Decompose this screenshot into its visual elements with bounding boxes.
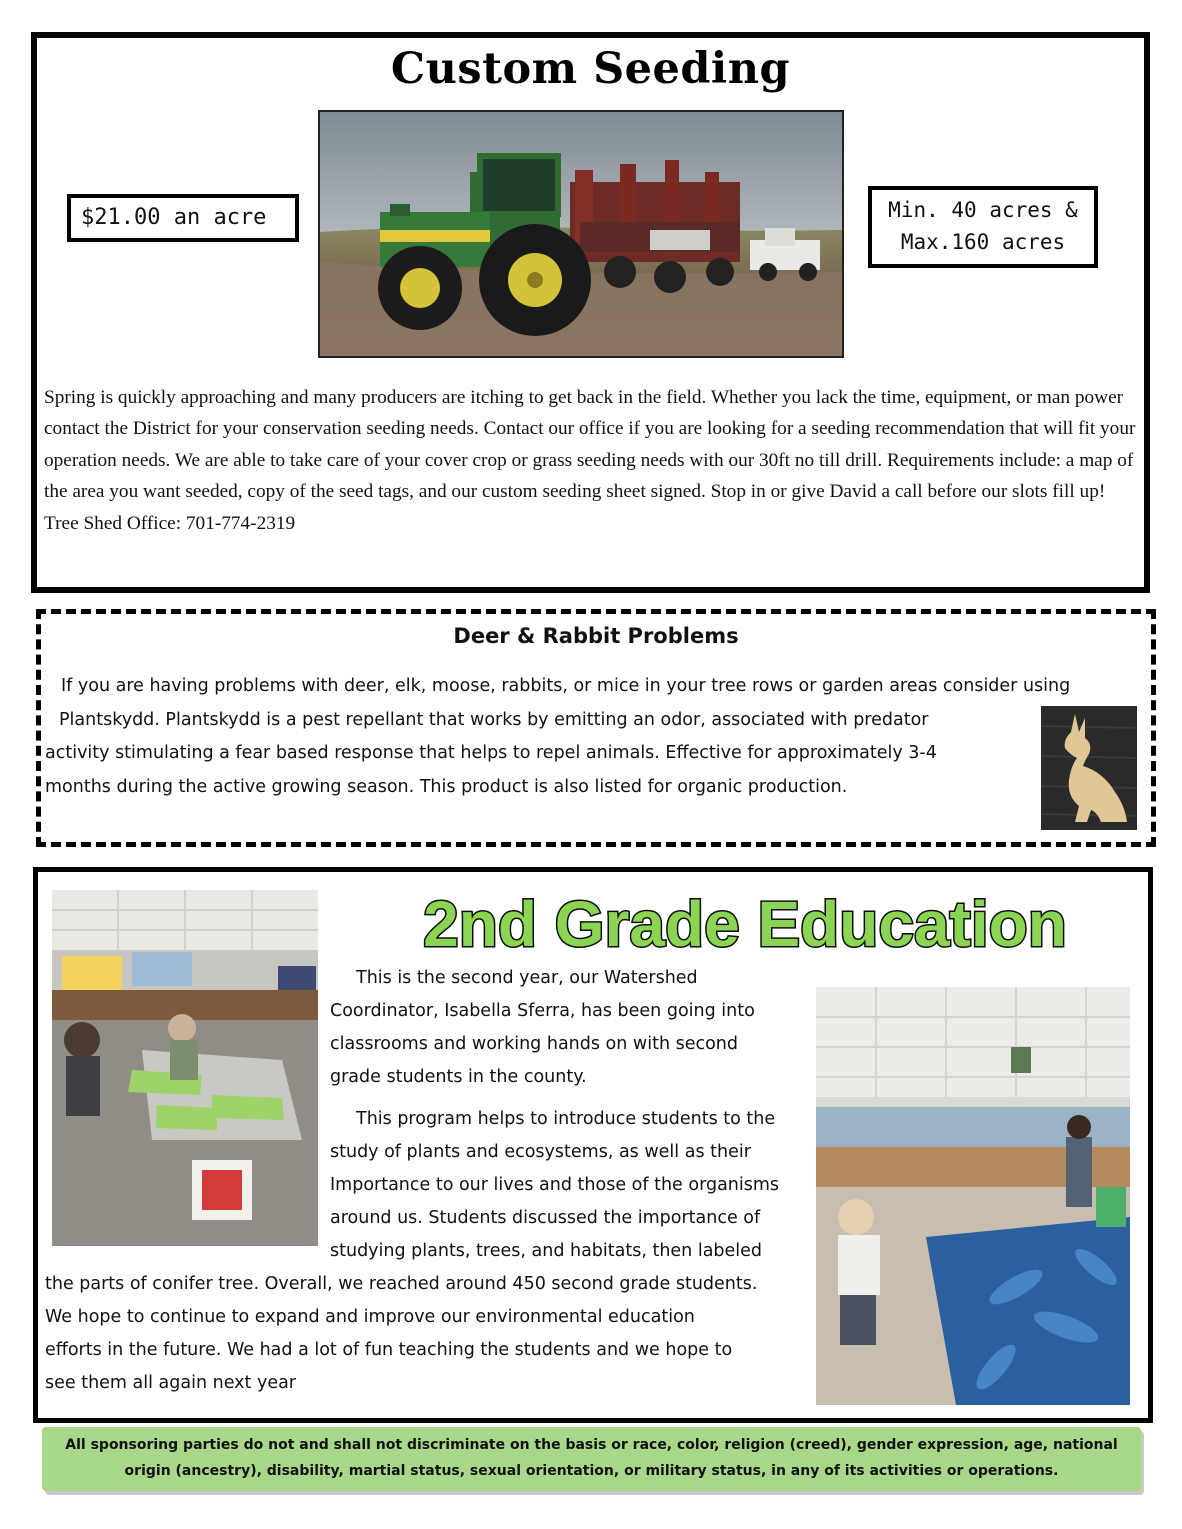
max-acres-text: Max.160 acres xyxy=(900,230,1066,254)
education-paragraph-2 xyxy=(330,1103,779,1268)
education-title-text: 2nd Grade Education xyxy=(423,888,1067,958)
tractor-illustration xyxy=(320,112,842,356)
edu-p1-line-3: classrooms and working hands on with second xyxy=(330,1034,739,1054)
edu-p2-line-5: studying plants, trees, and habitats, then labeled xyxy=(330,1241,763,1261)
deer-rabbit-section xyxy=(36,609,1156,847)
deer-line-4: months during the active growing season. This product is also listed for organic production. xyxy=(45,776,848,797)
edu-p1-line-4: grade students in the county. xyxy=(330,1067,587,1087)
rabbit-silhouette-image xyxy=(1041,706,1137,830)
min-acres-text: Min. 40 acres & xyxy=(888,198,1078,222)
rabbit-icon xyxy=(1041,706,1137,830)
footer-line-2: origin (ancestry), disability, martial status, sexual orientation, or military status, in any of its activities or operations. xyxy=(124,1463,1059,1479)
edu-p2-line-3: Importance to our lives and those of the organisms xyxy=(330,1175,780,1195)
edu-p3-line-1: the parts of conifer tree. Overall, we reached around 450 second grade students. xyxy=(45,1274,758,1294)
education-paragraph-1 xyxy=(330,962,755,1094)
education-title xyxy=(400,888,1090,958)
price-callout: $21.00 an acre xyxy=(67,194,299,242)
classroom-photo-left xyxy=(52,890,318,1246)
classroom-photo-right xyxy=(816,987,1130,1405)
custom-seeding-body: Spring is quickly approaching and many producers are itching to get back in the field. Whether you lack the time, equipment, or man power contact the District for your conservation seeding needs. Contact our office if you are looking for a seeding recommendation that will fit your operation needs. We are able to take care of your cover crop or grass seeding needs with our 30ft no till drill. Requirements include: a map of the area you want seeded, copy of the seed tags, and our custom seeding sheet signed. Stop in or give David a call before our slots fill up! Tree Shed Office: 701-774-2319 xyxy=(44,387,1136,534)
edu-p3-line-2: We hope to continue to expand and improve our environmental education xyxy=(45,1307,695,1327)
deer-rabbit-title: Deer & Rabbit Problems xyxy=(453,624,739,648)
edu-p1-line-2: Coordinator, Isabella Sferra, has been going into xyxy=(330,1001,755,1021)
custom-seeding-section xyxy=(31,32,1150,593)
deer-line-1: If you are having problems with deer, elk, moose, rabbits, or mice in your tree rows or garden areas consider using xyxy=(61,676,1071,696)
footer-line-1: All sponsoring parties do not and shall not discriminate on the basis or race, color, religion (creed), gender expression, age, national xyxy=(65,1437,1118,1453)
classroom-scene-1 xyxy=(52,890,318,1246)
edu-p3-line-3: efforts in the future. We had a lot of fun teaching the students and we hope to xyxy=(45,1340,733,1360)
classroom-scene-2 xyxy=(816,987,1130,1405)
edu-p1-line-1: This is the second year, our Watershed xyxy=(356,968,698,988)
tractor-seeder-photo xyxy=(318,110,844,358)
edu-p2-line-1: This program helps to introduce students to the xyxy=(356,1109,776,1129)
edu-p2-line-4: around us. Students discussed the importance of xyxy=(330,1208,761,1228)
edu-p3-line-4: see them all again next year xyxy=(45,1373,296,1393)
acreage-callout xyxy=(868,186,1098,268)
nondiscrimination-footer xyxy=(42,1427,1141,1491)
deer-line-2: Plantskydd. Plantskydd is a pest repellant that works by emitting an odor, associated with predator xyxy=(59,709,929,730)
education-title-graphic xyxy=(400,888,1090,958)
education-section xyxy=(33,867,1153,1423)
custom-seeding-title: Custom Seeding xyxy=(390,44,791,94)
edu-p2-line-2: study of plants and ecosystems, as well as their xyxy=(330,1142,751,1162)
education-paragraph-2-continued xyxy=(45,1268,757,1400)
deer-line-3: activity stimulating a fear based response that helps to repel animals. Effective for approximately 3-4 xyxy=(45,743,937,763)
deer-rabbit-body xyxy=(45,670,1145,804)
